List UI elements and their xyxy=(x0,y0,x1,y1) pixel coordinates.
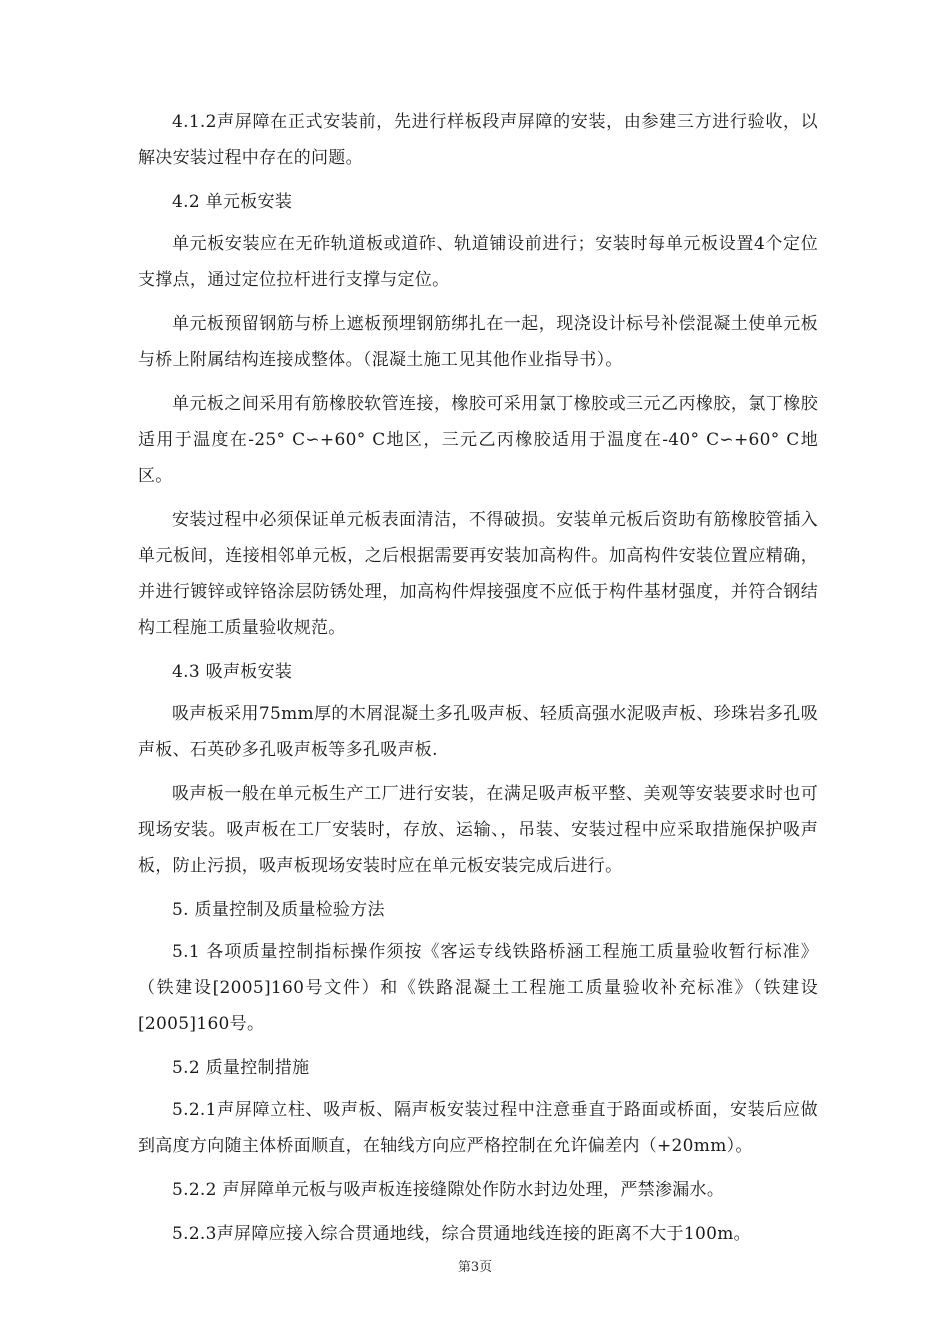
paragraph-absorber-install: 吸声板一般在单元板生产工厂进行安装，在满足吸声板平整、美观等安装要求时也可现场安装。吸声板在工厂安装时，存放、运输、，吊装、安装过程中应采取措施保护吸声板，防止污损，吸声板现场安装时应在单元板安装完成后进行。 xyxy=(138,784,818,876)
page-number: 第3页 xyxy=(457,1260,493,1275)
paragraph-absorber-material: 吸声板采用75mm厚的木屑混凝土多孔吸声板、轻质高强水泥吸声板、珍珠岩多孔吸声板、石英砂多孔吸声板等多孔吸声板. xyxy=(138,704,818,760)
paragraph-rebar-binding: 单元板预留钢筋与桥上遮板预埋钢筋绑扎在一起，现浇设计标号补偿混凝土使单元板与桥上附属结构连接成整体。（混凝土施工见其他作业指导书）。 xyxy=(138,314,818,370)
paragraph-rubber-hose: 单元板之间采用有筋橡胶软管连接，橡胶可采用氯丁橡胶或三元乙丙橡胶，氯丁橡胶适用于温度在-25° C∽+60° C地区，三元乙丙橡胶适用于温度在-40° C∽+60° C地区。 xyxy=(138,394,818,486)
paragraph-unit-board-install: 单元板安装应在无砟轨道板或道砟、轨道铺设前进行；安装时每单元板设置4个定位支撑点，通过定位拉杆进行支撑与定位。 xyxy=(138,234,818,290)
paragraph-4-1-2: 4.1.2声屏障在正式安装前，先进行样板段声屏障的安装，由参建三方进行验收，以解决安装过程中存在的问题。 xyxy=(138,112,818,168)
heading-4-2: 4.2 单元板安装 xyxy=(172,192,293,212)
heading-5: 5. 质量控制及质量检验方法 xyxy=(172,900,385,920)
paragraph-5-1: 5.1 各项质量控制指标操作须按《客运专线铁路桥涵工程施工质量验收暂行标准》（铁建设[2005]160号文件）和《铁路混凝土工程施工质量验收补充标准》（铁建设[2005]160号。 xyxy=(138,942,818,1034)
heading-4-3: 4.3 吸声板安装 xyxy=(172,662,293,682)
paragraph-5-2-2: 5.2.2 声屏障单元板与吸声板连接缝隙处作防水封边处理，严禁渗漏水。 xyxy=(172,1180,725,1200)
document-body xyxy=(138,104,818,1260)
paragraph-5-2-3: 5.2.3声屏障应接入综合贯通地线，综合贯通地线连接的距离不大于100m。 xyxy=(172,1224,751,1244)
heading-5-2: 5.2 质量控制措施 xyxy=(172,1058,310,1078)
paragraph-5-2-1: 5.2.1声屏障立柱、吸声板、隔声板安装过程中注意垂直于路面或桥面，安装后应做到高度方向随主体桥面顺直，在轴线方向应严格控制在允许偏差内（+20mm）。 xyxy=(138,1100,818,1156)
paragraph-surface-clean: 安装过程中必须保证单元板表面清洁，不得破损。安装单元板后资助有筋橡胶管插入单元板间，连接相邻单元板，之后根据需要再安装加高构件。加高构件安装位置应精确，并进行镀锌或锌铬涂层防锈处理，加高构件焊接强度不应低于构件基材强度，并符合钢结构工程施工质量验收规范。 xyxy=(138,510,818,638)
